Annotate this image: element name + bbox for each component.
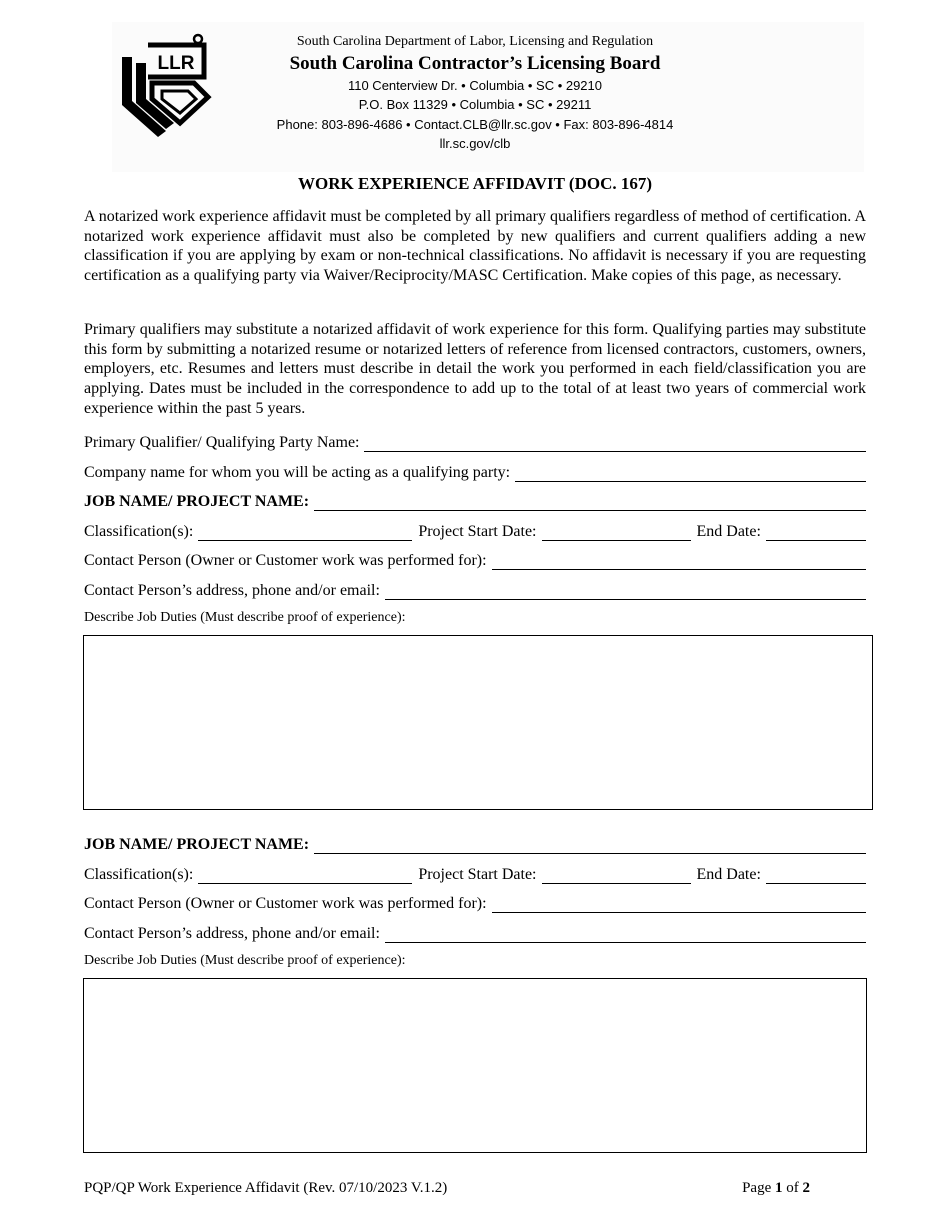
page-total: 2	[802, 1180, 810, 1196]
job2-duties-label: Describe Job Duties (Must describe proof of experience):	[84, 953, 406, 968]
qualifier-name-field[interactable]	[364, 431, 866, 452]
job1-start-date-label: Project Start Date:	[418, 523, 537, 540]
job2-name-label: JOB NAME/ PROJECT NAME:	[84, 836, 310, 853]
job1-classification-label: Classification(s):	[84, 523, 194, 540]
page-of: of	[786, 1180, 799, 1196]
job1-duties-label: Describe Job Duties (Must describe proof of experience):	[84, 610, 406, 625]
logo-text: LLR	[157, 53, 195, 74]
qualifier-name-row	[84, 431, 866, 453]
job1-start-date-field[interactable]	[542, 520, 691, 541]
job2-classification-row	[84, 863, 866, 885]
job2-name-field[interactable]	[314, 833, 866, 854]
job2-contact-person-field[interactable]	[492, 892, 866, 913]
job2-contact-info-field[interactable]	[385, 922, 866, 943]
job1-name-label: JOB NAME/ PROJECT NAME:	[84, 493, 310, 510]
qualifier-name-label: Primary Qualifier/ Qualifying Party Name:	[84, 434, 360, 451]
job1-name-row	[84, 490, 866, 512]
job1-name-field[interactable]	[314, 490, 866, 511]
job2-classification-label: Classification(s):	[84, 866, 194, 883]
footer-revision: PQP/QP Work Experience Affidavit (Rev. 07/10/2023 V.1.2)	[84, 1180, 448, 1196]
po-box-address: P.O. Box 11329 • Columbia • SC • 29211	[358, 97, 592, 112]
job1-contact-person-row	[84, 549, 866, 571]
website: llr.sc.gov/clb	[439, 136, 511, 151]
company-name-label: Company name for whom you will be acting as a qualifying party:	[84, 464, 511, 481]
job2-duties-box[interactable]	[83, 978, 867, 1153]
page-current: 1	[775, 1180, 783, 1196]
street-address: 110 Centerview Dr. • Columbia • SC • 29210	[347, 78, 603, 93]
job1-contact-info-label: Contact Person’s address, phone and/or email:	[84, 582, 380, 599]
job1-contact-info-row	[84, 579, 866, 601]
job2-contact-info-row	[84, 922, 866, 944]
job2-start-date-label: Project Start Date:	[418, 866, 537, 883]
instructions-paragraph-1: A notarized work experience affidavit must be completed by all primary qualifiers regardless of method of certification. A notarized work experience affidavit must also be completed by new qualifiers and current qualifiers adding a new classification if you are applying by exam or non-technical classifications. No affidavit is necessary if you are requesting certification as a qualifying party via Waiver/Reciprocity/MASC Certification. Make copies of this page, as necessary.	[84, 208, 866, 285]
llr-logo	[118, 33, 214, 139]
job2-contact-person-row	[84, 892, 866, 914]
job1-end-date-label: End Date:	[696, 523, 761, 540]
job2-start-date-field[interactable]	[542, 863, 691, 884]
job2-contact-person-label: Contact Person (Owner or Customer work was performed for):	[84, 895, 487, 912]
job2-contact-info-label: Contact Person’s address, phone and/or email:	[84, 925, 380, 942]
job1-classification-row	[84, 520, 866, 542]
company-name-row	[84, 461, 866, 483]
job1-classification-field[interactable]	[198, 520, 412, 541]
job1-contact-person-field[interactable]	[492, 549, 866, 570]
page-number	[742, 1180, 810, 1197]
job1-contact-info-field[interactable]	[385, 579, 866, 600]
job1-duties-box[interactable]	[83, 635, 873, 810]
job2-end-date-field[interactable]	[766, 863, 866, 884]
company-name-field[interactable]	[515, 461, 866, 482]
document-title: WORK EXPERIENCE AFFIDAVIT (DOC. 167)	[297, 174, 653, 193]
page-prefix: Page	[742, 1180, 772, 1196]
board-name: South Carolina Contractor’s Licensing Board	[289, 53, 661, 74]
department-name: South Carolina Department of Labor, Licensing and Regulation	[296, 34, 654, 49]
job1-contact-person-label: Contact Person (Owner or Customer work was performed for):	[84, 552, 487, 569]
job2-end-date-label: End Date:	[696, 866, 761, 883]
contact-line: Phone: 803-896-4686 • Contact.CLB@llr.sc.gov • Fax: 803-896-4814	[276, 117, 674, 132]
job2-classification-field[interactable]	[198, 863, 412, 884]
job2-name-row	[84, 833, 866, 855]
instructions-paragraph-2: Primary qualifiers may substitute a notarized affidavit of work experience for this form. Qualifying parties may substitute this form by submitting a notarized resume or notarized letters of reference from licensed contractors, customers, owners, employers, etc. Resumes and letters must describe in detail the work you performed in each field/classification you are applying. Dates must be included in the correspondence to add up to the total of at least two years of commercial work experience within the past 5 years.	[84, 321, 866, 417]
job1-end-date-field[interactable]	[766, 520, 866, 541]
